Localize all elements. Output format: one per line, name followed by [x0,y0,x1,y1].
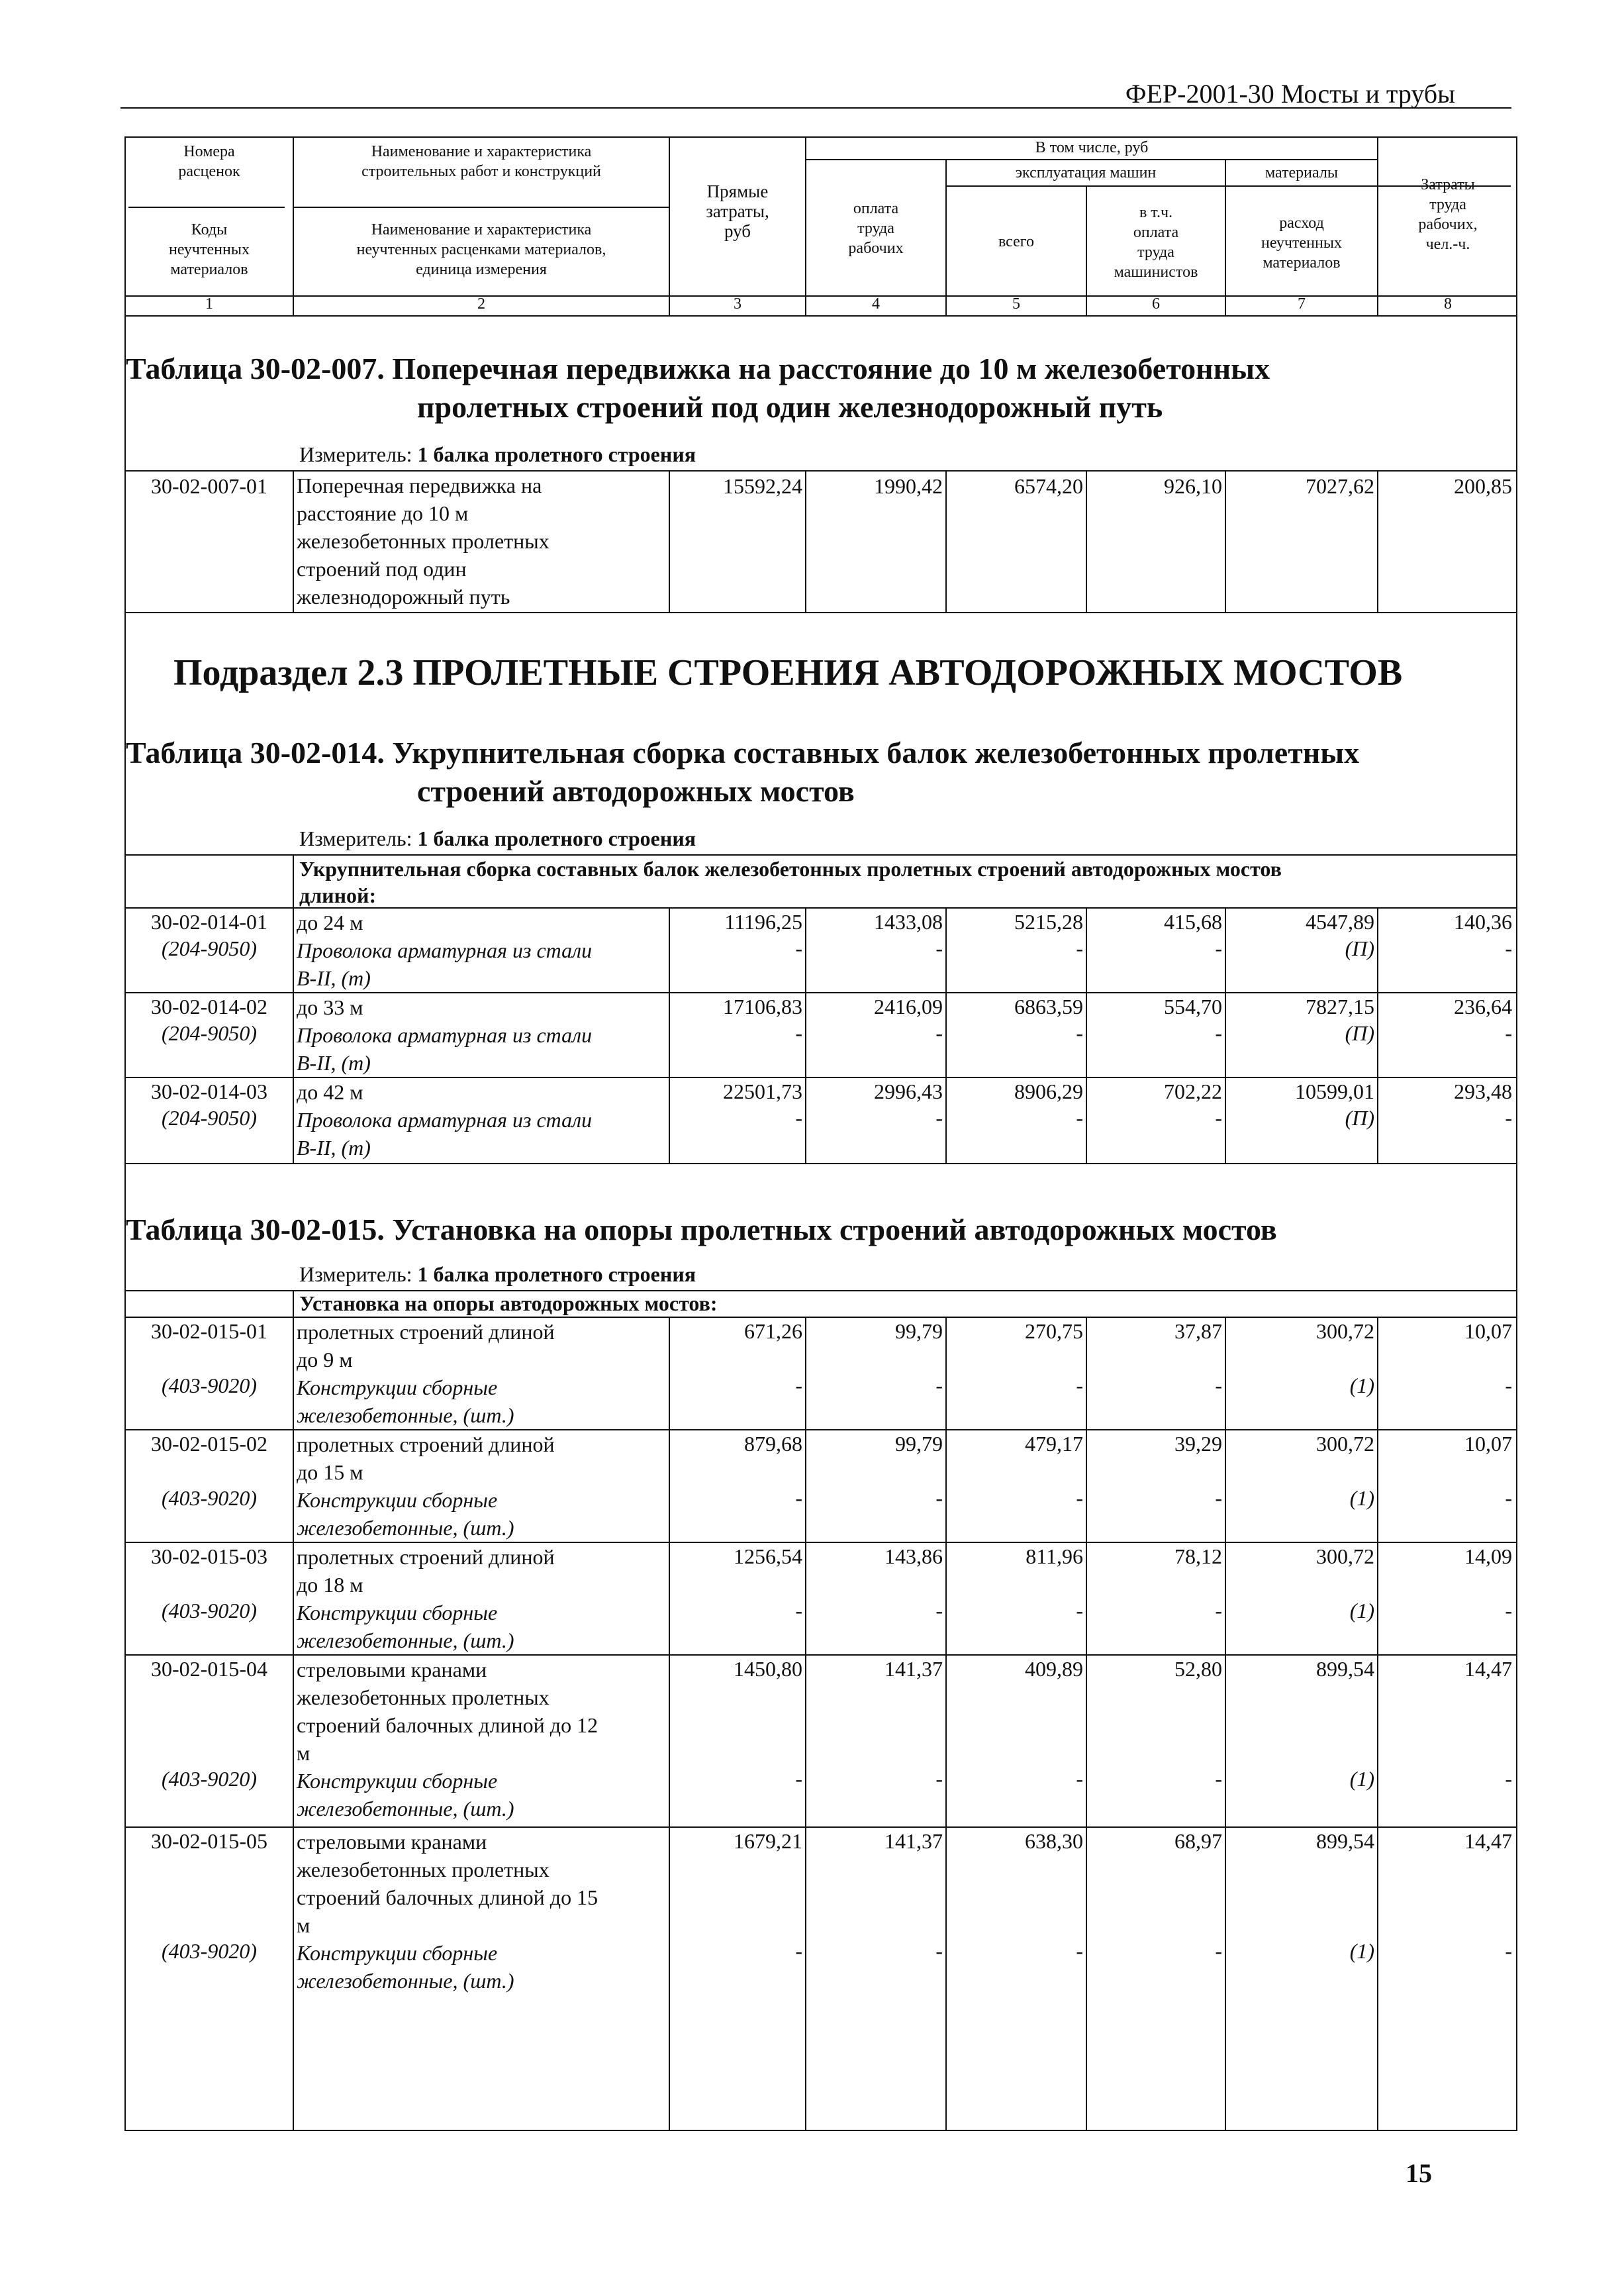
t015-row-value: 811,96 [1026,1544,1083,1568]
t015-row-material-value: (1) [1349,1373,1374,1397]
t015-row-material-name: Конструкции сборные железобетонные, (шт.) [297,1488,514,1540]
t014-row-value: 2416,09 [874,995,943,1019]
t015-row-value: 300,72 [1316,1432,1374,1456]
t014-row-rule [126,1163,1516,1164]
t014-row-value: 140,36 [1454,910,1512,934]
t014-row-material-value: - [1215,936,1222,960]
t015-row-material-name: Конструкции сборные железобетонные, (шт.) [297,1941,514,1993]
t014-row-value: 2996,43 [874,1079,943,1103]
t015-vline [1377,1826,1378,2130]
t014-row-value: 17106,83 [723,995,802,1019]
t007-row-value: 1990,42 [874,474,943,498]
t014-row-value: 1433,08 [874,910,943,934]
t015-row-material-code: (403-9020) [162,1373,257,1397]
t014-row-value: 4547,89 [1306,910,1374,934]
t015-vline [669,1826,670,2130]
t015-row-value: 1450,80 [734,1657,802,1681]
t014-row-value: 6863,59 [1014,995,1083,1019]
t015-row-material-code: (403-9020) [162,1939,257,1963]
page-header-title: ФЕР-2001-30 Мосты и трубы [1125,79,1455,109]
col-header-labor: Затраты труда рабочих, чел.-ч. [1418,176,1478,253]
col-header-total: всего [998,233,1035,250]
t015-row-material-value: - [1215,1767,1222,1791]
t014-row-material-code: (204-9050) [162,1021,257,1045]
t007-row-value: 15592,24 [723,474,802,498]
t014-row-material-value: (П) [1345,1106,1374,1130]
measure-label: Измеритель: [299,442,412,466]
t015-row-value: 37,87 [1174,1319,1222,1343]
t015-vline [293,1429,294,1542]
t015-row-value: 638,30 [1025,1829,1083,1853]
t014-row-value: 415,68 [1164,910,1222,934]
t015-vline [1086,1826,1087,2130]
t014-row-value: 702,22 [1164,1079,1222,1103]
column-number: 5 [1012,295,1020,313]
t007-row-value: 200,85 [1454,474,1512,498]
t014-vline [293,992,294,1077]
col-header-material-name: Наименование и характеристика неучтенных расценками материалов, единица измерения [356,221,606,278]
t014-row-material-value: - [795,936,802,960]
header-rule [120,107,1511,109]
t015-row-value: 141,37 [884,1829,943,1853]
t014-row-material-value: - [1215,1106,1222,1130]
t014-row-material-value: (П) [1345,1021,1374,1045]
col-header-worker-pay: оплата труда рабочих [848,200,904,257]
t015-group-label: Установка на опоры автодорожных мостов: [299,1291,718,1315]
t015-row-material-value: - [935,1486,943,1510]
t015-group-vline [293,1290,294,1317]
t015-row-material-code: (403-9020) [162,1486,257,1510]
t015-row-code: 30-02-015-05 [151,1829,267,1853]
t015-row-material-value: - [1505,1939,1512,1963]
t015-vline [293,1826,294,2130]
t014-row-material-value: - [935,1106,943,1130]
t015-row-material-value: - [1076,1486,1083,1510]
t015-row-material-value: - [795,1767,802,1791]
t015-row-value: 10,07 [1464,1432,1512,1456]
t015-row-material-value: - [935,1939,943,1963]
t007-row-name: Поперечная передвижка на расстояние до 10 м железобетонных пролетных строений под один железнодорожный путь [297,474,549,609]
t015-vline [293,1542,294,1654]
t015-row-code: 30-02-015-04 [151,1657,267,1681]
t014-row-material-value: - [1076,1106,1083,1130]
t015-row-value: 671,26 [744,1319,802,1343]
t014-row-material-value: - [1505,1106,1512,1130]
t007-row-value: 926,10 [1164,474,1222,498]
t007-row-value: 7027,62 [1306,474,1374,498]
table-007-measure [299,442,696,467]
measure-value: 1 балка пролетного строения [417,1262,696,1286]
t015-row-code: 30-02-015-03 [151,1544,267,1568]
column-number: 4 [872,295,880,313]
t014-row-material-code: (204-9050) [162,1106,257,1130]
t014-row-material-value: - [935,1021,943,1045]
col-header-work-name: Наименование и характеристика строительных работ и конструкций [361,143,601,180]
t015-row-code: 30-02-015-01 [151,1319,267,1343]
t014-group-label: Укрупнительная сборка составных балок железобетонных пролетных строений автодорожных мостов длиной: [299,857,1282,907]
t015-row-value: 14,09 [1464,1544,1512,1568]
t015-row-value: 270,75 [1025,1319,1083,1343]
t015-row-material-value: - [1076,1939,1083,1963]
t015-row-name: стреловыми кранами железобетонных пролетных строений балочных длиной до 12 м [297,1658,598,1765]
t014-row-material-value: - [1505,936,1512,960]
t015-row-material-value: - [1215,1939,1222,1963]
t014-row-value: 5215,28 [1014,910,1083,934]
t014-row-material-name: Проволока арматурная из стали В-II, (т) [297,1108,593,1160]
t015-row-value: 1679,21 [734,1829,802,1853]
t015-row-material-value: (1) [1349,1767,1374,1791]
measure-label: Измеритель: [299,826,412,850]
t014-row-material-value: - [1215,1021,1222,1045]
column-number: 2 [477,295,485,313]
t015-row-material-value: - [935,1599,943,1622]
t007-row-value: 6574,20 [1014,474,1083,498]
t015-row-material-value: - [1505,1599,1512,1622]
t015-row-value: 14,47 [1464,1829,1512,1853]
col-header-material-consumption: расход неучтенных материалов [1261,215,1342,272]
t015-row-material-value: - [1076,1767,1083,1791]
table-015-title: Таблица 30-02-015. Установка на опоры пролетных строений автодорожных мостов [126,1213,1277,1246]
t015-row-value: 300,72 [1316,1319,1374,1343]
subsection-title: Подраздел 2.3 ПРОЛЕТНЫЕ СТРОЕНИЯ АВТОДОРОЖНЫХ МОСТОВ [173,652,1403,693]
t014-row-material-value: - [1076,1021,1083,1045]
t015-row-name: пролетных строений длиной до 15 м [297,1432,555,1484]
t015-row-value: 899,54 [1316,1829,1374,1853]
t015-row-value: 141,37 [884,1657,943,1681]
t014-row-value: 293,48 [1454,1079,1512,1103]
t015-vline [805,1826,806,2130]
t014-row-code: 30-02-014-01 [151,910,267,934]
t007-row-code: 30-02-007-01 [151,474,267,498]
rates-table [124,136,1517,2131]
t015-row-material-name: Конструкции сборные железобетонные, (шт.) [297,1769,514,1821]
t015-row-material-value: (1) [1349,1599,1374,1622]
col-header-materials: материалы [1265,164,1338,181]
t015-row-value: 409,89 [1025,1657,1083,1681]
col-header-operator-pay: в т.ч. оплата труда машинистов [1114,204,1198,281]
t014-row-material-value: - [795,1106,802,1130]
t015-row-code: 30-02-015-02 [151,1432,267,1456]
t015-row-material-value: - [1505,1486,1512,1510]
t015-row-value: 39,29 [1174,1432,1222,1456]
t015-vline [293,1654,294,1826]
t015-row-name: стреловыми кранами железобетонных пролетных строений балочных длиной до 15 м [297,1830,598,1937]
t014-row-material-name: Проволока арматурная из стали В-II, (т) [297,1023,593,1075]
measure-label: Измеритель: [299,1262,412,1286]
column-numbers-rule [126,315,1516,317]
col-header-direct-costs: Прямые затраты, руб [706,181,769,241]
t014-row-material-value: - [795,1021,802,1045]
column-number: 3 [734,295,741,313]
t015-row-value: 78,12 [1174,1544,1222,1568]
t015-row-material-value: (1) [1349,1486,1374,1510]
t014-row-material-code: (204-9050) [162,936,257,960]
t015-row-value: 143,86 [884,1544,943,1568]
t015-row-value: 879,68 [744,1432,802,1456]
t014-row-material-name: Проволока арматурная из стали В-II, (т) [297,938,593,990]
t015-row-material-value: - [1076,1599,1083,1622]
col-header-material-codes: Коды неучтенных материалов [169,221,250,278]
t014-row-name: до 42 м [297,1080,363,1104]
t015-row-material-value: - [795,1599,802,1622]
measure-value: 1 балка пролетного строения [417,826,696,850]
t015-vline [1225,1826,1226,2130]
t015-row-material-value: - [1505,1373,1512,1397]
table-007-title-line2: пролетных строений под один железнодорожный путь [417,390,1163,424]
t014-vline [293,907,294,992]
t015-row-material-value: - [935,1767,943,1791]
t007-vline [293,470,294,612]
t015-row-material-code: (403-9020) [162,1767,257,1791]
t015-row-material-value: (1) [1349,1939,1374,1963]
t014-row-material-value: - [1076,936,1083,960]
t014-vline [293,1077,294,1163]
t014-row-value: 22501,73 [723,1079,802,1103]
col-header-including: В том числе, руб [1035,139,1149,156]
column-number: 7 [1298,295,1306,313]
t015-row-material-value: - [795,1373,802,1397]
table-015-measure [299,1262,696,1287]
t015-row-value: 479,17 [1025,1432,1083,1456]
c1-split-rule [128,207,285,208]
t015-row-value: 99,79 [895,1319,943,1343]
t015-row-material-name: Конструкции сборные железобетонные, (шт.) [297,1375,514,1427]
measure-value: 1 балка пролетного строения [417,442,696,466]
t015-row-material-value: - [935,1373,943,1397]
t015-row-value: 52,80 [1174,1657,1222,1681]
t015-row-name: пролетных строений длиной до 18 м [297,1545,555,1597]
t015-row-value: 99,79 [895,1432,943,1456]
page-number: 15 [1406,2158,1432,2188]
t015-row-value: 68,97 [1174,1829,1222,1853]
t015-row-material-value: - [1215,1373,1222,1397]
t015-row-value: 899,54 [1316,1657,1374,1681]
ekspl-rule-2 [947,185,1378,187]
t015-row-material-value: - [1076,1373,1083,1397]
col-header-machine-operation: эксплуатация машин [1015,164,1157,181]
t014-row-name: до 33 м [297,995,363,1019]
t014-row-value: 8906,29 [1014,1079,1083,1103]
t015-row-material-name: Конструкции сборные железобетонные, (шт.) [297,1601,514,1652]
t015-row-material-value: - [795,1486,802,1510]
column-number: 6 [1152,295,1160,313]
column-number: 8 [1444,295,1452,313]
t014-row-code: 30-02-014-02 [151,995,267,1019]
table-007-title-line1: Таблица 30-02-007. Поперечная передвижка на расстояние до 10 м железобетонных [126,352,1270,385]
t014-row-value: 554,70 [1164,995,1222,1019]
t014-row-value: 10599,01 [1295,1079,1374,1103]
vtch-rule [806,159,1378,160]
c2-split-rule [294,207,669,208]
t015-row-material-value: - [1215,1486,1222,1510]
t014-row-name: до 24 м [297,911,363,934]
t015-row-material-code: (403-9020) [162,1599,257,1622]
t015-vline [945,1826,947,2130]
t014-group-vline [293,854,294,907]
t015-vline [293,1317,294,1429]
t014-row-value: 236,64 [1454,995,1512,1019]
t015-row-value: 300,72 [1316,1544,1374,1568]
t014-row-value: 11196,25 [724,910,802,934]
t015-row-value: 14,47 [1464,1657,1512,1681]
column-number: 1 [205,295,213,313]
t014-row-material-value: - [935,936,943,960]
t015-row-value: 1256,54 [734,1544,802,1568]
t014-row-material-value: - [1505,1021,1512,1045]
table-014-measure [299,826,696,851]
t015-row-name: пролетных строений длиной до 9 м [297,1320,555,1372]
t015-row-material-value: - [1505,1767,1512,1791]
t015-row-material-value: - [1215,1599,1222,1622]
t007-bottom-rule [126,612,1516,613]
t014-row-material-value: (П) [1345,936,1374,960]
t014-row-value: 7827,15 [1306,995,1374,1019]
t015-row-value: 10,07 [1464,1319,1512,1343]
table-014-title-line2: строений автодорожных мостов [417,774,855,808]
table-014-title-line1: Таблица 30-02-014. Укрупнительная сборка составных балок железобетонных пролетных [126,736,1360,770]
t015-row-material-value: - [795,1939,802,1963]
col-header-rate-numbers: Номера расценок [178,143,240,180]
t014-row-code: 30-02-014-03 [151,1079,267,1103]
